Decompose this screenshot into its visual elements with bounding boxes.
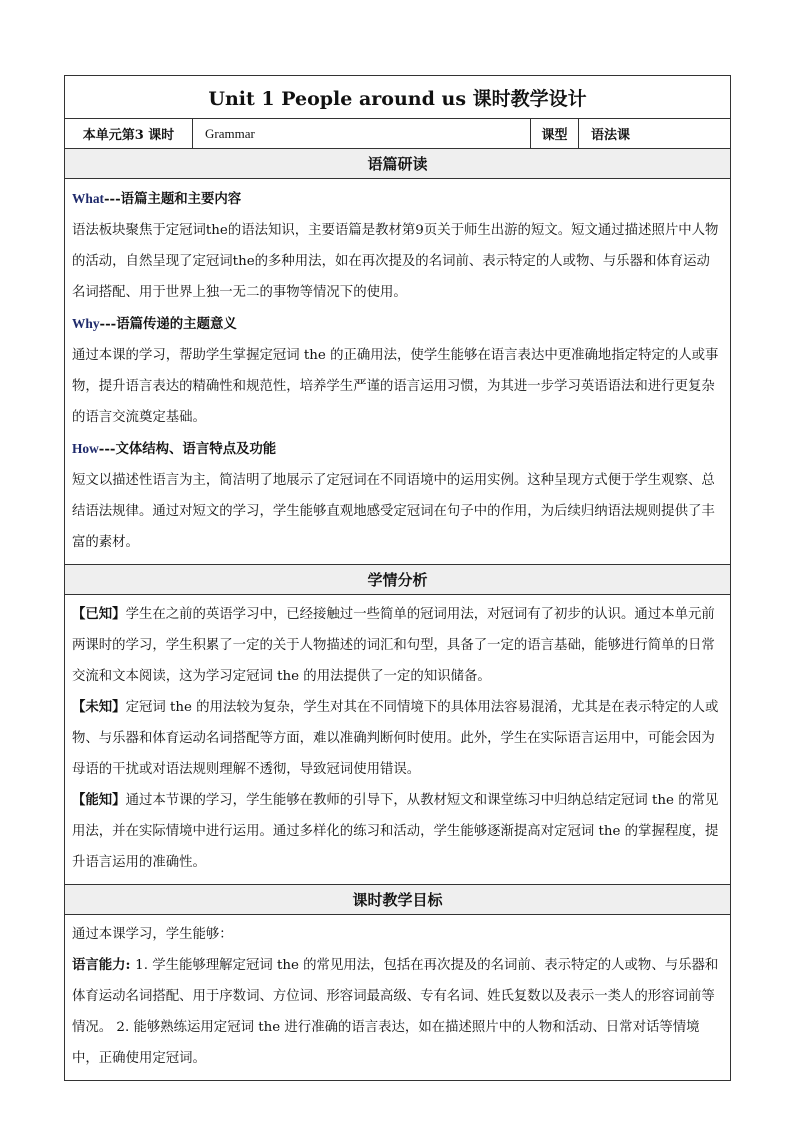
known-tag: 【已知】	[72, 606, 126, 622]
lesson-topic-value: Grammar	[193, 119, 531, 149]
language-ability-text: 1. 学生能够理解定冠词 the 的常见用法，包括在再次提及的名词前、表示特定的人或物、与乐器和体育运动名词搭配、用于序数词、方位词、形容词最高级、专有名词、姓氏复数以及表示一类人的形容词前等情况。 2. 能够熟练运用定冠词 the 进行准确的语言表达，如在描述照片中的人物和活动、日常对话等情境中，正确使用定冠词。	[72, 958, 719, 1066]
language-ability-paragraph	[72, 950, 723, 1074]
how-paragraph: 短文以描述性语言为主，简洁明了地展示了定冠词在不同语境中的运用实例。这种呈现方式便于学生观察、总结语法规律。通过对短文的学习，学生能够直观地感受定冠词在句子中的作用，为后续归纳语法规则提供了丰富的素材。	[72, 473, 715, 550]
reading-section	[65, 179, 731, 565]
section-heading-goals: 课时教学目标	[65, 885, 731, 915]
language-ability-label: 语言能力:	[72, 957, 136, 973]
known-paragraph	[72, 599, 723, 692]
able-text: 通过本节课的学习，学生能够在教师的引导下，从教材短文和课堂练习中归纳总结定冠词 the 的常见用法，并在实际情境中进行运用。通过多样化的练习和活动，学生能够逐渐提高对定冠词 the 的掌握程度，提升语言运用的准确性。	[72, 793, 719, 870]
how-subtitle: ---文体结构、语言特点及功能	[98, 441, 277, 457]
what-keyword: What	[72, 191, 104, 206]
unknown-tag: 【未知】	[72, 699, 126, 715]
what-subheading	[72, 183, 723, 215]
how-subheading	[72, 433, 723, 465]
unknown-text: 定冠词 the 的用法较为复杂，学生对其在不同情境下的具体用法容易混淆，尤其是在表示特定的人或物、与乐器和体育运动名词搭配等方面，难以准确判断何时使用。此外，学生在实际语言运用中，可能会因为母语的干扰或对语法规则理解不透彻，导致冠词使用错误。	[72, 700, 719, 777]
lesson-plan-document	[64, 75, 730, 1081]
unknown-paragraph	[72, 692, 723, 785]
able-tag: 【能知】	[72, 792, 126, 808]
document-title: Unit 1 People around us 课时教学设计	[65, 76, 731, 119]
lesson-plan-table	[64, 75, 731, 1081]
how-keyword: How	[72, 441, 99, 456]
section-heading-reading: 语篇研读	[65, 149, 731, 179]
able-paragraph	[72, 785, 723, 878]
goals-intro: 通过本课学习，学生能够：	[72, 927, 233, 942]
lesson-type-label: 课型	[531, 119, 579, 149]
what-paragraph: 语法板块聚焦于定冠词the的语法知识，主要语篇是教材第9页关于师生出游的短文。短文通过描述照片中人物的活动，自然呈现了定冠词the的多种用法，如在再次提及的名词前、表示特定的人或物、与乐器和体育运动名词搭配、用于世界上独一无二的事物等情况下的使用。	[72, 223, 719, 300]
why-subheading	[72, 308, 723, 340]
section-heading-analysis: 学情分析	[65, 565, 731, 595]
why-keyword: Why	[72, 316, 100, 331]
why-paragraph: 通过本课的学习，帮助学生掌握定冠词 the 的正确用法，使学生能够在语言表达中更准确地指定特定的人或事物，提升语言表达的精确性和规范性，培养学生严谨的语言运用习惯，为其进一步学习英语语法和进行更复杂的语言交流奠定基础。	[72, 348, 719, 425]
why-subtitle: ---语篇传递的主题意义	[99, 316, 237, 332]
lesson-number-label: 本单元第3 课时	[65, 119, 193, 149]
what-subtitle: ---语篇主题和主要内容	[104, 191, 242, 207]
lesson-type-value: 语法课	[579, 119, 731, 149]
analysis-section	[65, 595, 731, 885]
goals-section	[65, 915, 731, 1081]
known-text: 学生在之前的英语学习中，已经接触过一些简单的冠词用法，对冠词有了初步的认识。通过本单元前两课时的学习，学生积累了一定的关于人物描述的词汇和句型，具备了一定的语言基础，能够进行简单的日常交流和文本阅读，这为学习定冠词 the 的用法提供了一定的知识储备。	[72, 607, 715, 684]
